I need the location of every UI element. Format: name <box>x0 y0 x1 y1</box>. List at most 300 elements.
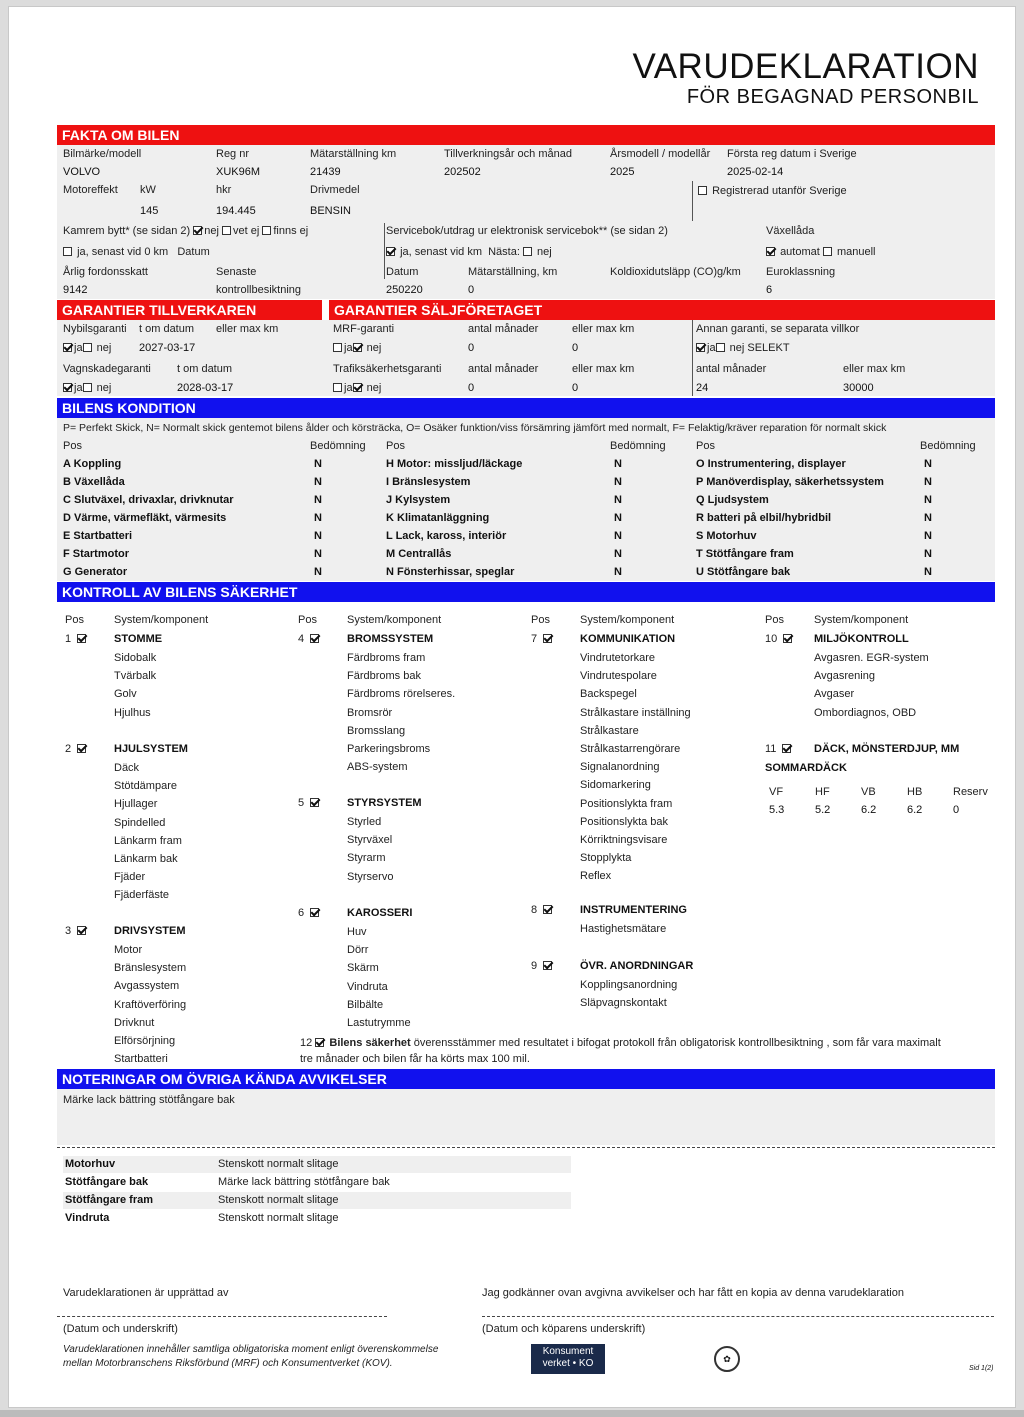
label-bilmarke: Bilmärke/modell <box>63 148 142 160</box>
dack-value: 5.2 <box>815 804 831 816</box>
kamrem-row <box>63 225 308 237</box>
checkbox-checked-icon[interactable] <box>766 247 775 256</box>
label-ja-senast-km: ja, senast vid km <box>400 246 482 258</box>
dack-col-header: VF <box>769 786 784 798</box>
kondition-item: E Startbatteri <box>63 530 133 542</box>
checkbox-checked-icon[interactable] <box>353 343 362 352</box>
safety-group-title: INSTRUMENTERING <box>580 904 687 916</box>
safety-component: Positionslykta fram <box>580 797 673 810</box>
safety-component: Golv <box>114 688 137 701</box>
safety-component: Bromsslang <box>347 724 406 737</box>
kondition-item: A Koppling <box>63 458 122 470</box>
kondition-item: N Fönsterhissar, speglar <box>386 566 515 578</box>
label-matar2: Mätarställning, km <box>468 266 558 278</box>
kondition-grade: N <box>924 566 932 578</box>
label-antal: antal månader <box>468 323 539 335</box>
checkbox-checked-icon[interactable] <box>193 226 202 235</box>
logo-line1: Konsument <box>542 1346 594 1357</box>
safety-component: Drivknut <box>114 1016 155 1029</box>
label-vetej: vet ej <box>232 225 260 237</box>
label-vaxellada: Växellåda <box>766 225 815 237</box>
footer-upprattad: Varudeklarationen är upprättad av <box>63 1287 229 1299</box>
safety-component: Vindrutespolare <box>580 670 657 683</box>
kondition-grade: N <box>314 530 322 542</box>
divider <box>692 320 693 396</box>
dashed-line <box>57 1147 995 1148</box>
value-annan-man: 24 <box>696 382 709 394</box>
label-tillv: Tillverkningsår och månad <box>444 148 572 160</box>
label-selekt: nej SELEKT <box>729 342 790 354</box>
group-number: 8 <box>531 904 538 916</box>
checkbox-checked-icon[interactable] <box>782 744 791 753</box>
label-finnsej: finns ej <box>273 225 309 237</box>
section-sakerhet-heading: KONTROLL AV BILENS SÄKERHET <box>57 582 995 602</box>
label-kontroll: kontrollbesiktning <box>216 284 301 296</box>
value-mrf-km: 0 <box>572 342 579 354</box>
label-ja: ja <box>344 382 353 394</box>
safety-component: Positionslykta bak <box>580 815 669 828</box>
label-koldioxid: Koldioxidutsläpp (CO)g/km <box>610 266 741 278</box>
safety-group-header <box>65 743 88 755</box>
label-motoreffekt: Motoreffekt <box>63 184 118 196</box>
kondition-item: C Slutväxel, drivaxlar, drivknutar <box>63 494 234 506</box>
safety-group-title: KAROSSERI <box>347 907 413 919</box>
mrf-seal-icon: ✿ <box>714 1346 740 1372</box>
label-mrf: MRF-garanti <box>333 323 395 335</box>
label-maxkm2: eller max km <box>572 323 635 335</box>
kondition-grade: N <box>614 548 622 560</box>
page-number: Sid 1(2) <box>969 1365 994 1372</box>
kondition-item: L Lack, kaross, interiör <box>386 530 507 542</box>
checkbox-checked-icon[interactable] <box>63 383 72 392</box>
signature-line-buyer[interactable] <box>482 1316 994 1317</box>
kondition-item: P Manöverdisplay, säkerhetssystem <box>696 476 884 488</box>
label-pos: Pos <box>765 614 784 626</box>
label-ja: ja <box>707 342 716 354</box>
label-nej: nej <box>96 342 112 354</box>
group-number: 5 <box>298 797 305 809</box>
kondition-item: G Generator <box>63 566 128 578</box>
label-pos: Pos <box>696 440 715 452</box>
dack-col-header: HB <box>907 786 923 798</box>
label-fordonsskatt: Årlig fordonsskatt <box>63 266 148 278</box>
kondition-grade: N <box>924 494 932 506</box>
safety-component: Fjäderfäste <box>114 889 170 902</box>
label-regnr: Reg nr <box>216 148 250 160</box>
dack-col-header: VB <box>861 786 876 798</box>
safety-group-header <box>298 907 321 919</box>
kondition-grade: N <box>924 512 932 524</box>
checkbox-checked-icon[interactable] <box>310 634 319 643</box>
label-ja: ja <box>74 342 83 354</box>
value-tillv: 202502 <box>444 166 481 178</box>
safety-component: Avgasren. EGR-system <box>814 652 929 664</box>
checkbox-checked-icon[interactable] <box>696 343 705 352</box>
footer-note1: Varudeklarationen innehåller samtliga obligatoriska moment enligt överenskommelse <box>63 1344 439 1355</box>
group-number: 2 <box>65 743 72 755</box>
label-system: System/komponent <box>580 614 675 626</box>
safety-component: Styrarm <box>347 852 386 865</box>
label-antal2: antal månader <box>468 363 539 375</box>
kondition-grade: N <box>614 458 622 470</box>
kondition-grade: N <box>924 548 932 560</box>
section-garantier-tillv-heading: GARANTIER TILLVERKAREN <box>57 300 322 320</box>
note-key: Stötfångare bak <box>65 1176 149 1188</box>
safety-group-header <box>531 904 554 916</box>
checkbox-icon[interactable] <box>333 383 342 392</box>
kondition-grade: N <box>314 476 322 488</box>
safety-component: Reflex <box>580 870 612 883</box>
safety-component: Bromsrör <box>347 706 393 719</box>
value-annan-km: 30000 <box>843 382 874 394</box>
kondition-legend: P= Perfekt Skick, N= Normalt skick gentemot bilens ålder och körsträcka, O= Osäker funktion/viss försämring jämfört med normalt, F= Felaktig/kräver reparation för normalt skick <box>63 422 887 434</box>
footer-godkanner: Jag godkänner ovan avgivna avvikelser och har fått en kopia av denna varudeklaration <box>482 1287 904 1299</box>
label-annan-max: eller max km <box>843 363 906 375</box>
kondition-grade: N <box>614 512 622 524</box>
value-matar: 21439 <box>310 166 341 178</box>
safety-group-header <box>531 633 554 645</box>
safety-component: Färdbroms fram <box>347 652 426 664</box>
label-nej: nej <box>204 225 219 237</box>
kondition-item: K Klimatanläggning <box>386 512 490 524</box>
document-page <box>8 6 1016 1408</box>
safety-group-header <box>765 743 793 755</box>
safety-component: Dörr <box>347 944 369 957</box>
trafik-checks <box>333 382 381 394</box>
section-fakta-heading: FAKTA OM BILEN <box>57 125 995 145</box>
safety-component: Hastighetsmätare <box>580 923 667 935</box>
kondition-item: F Startmotor <box>63 548 129 560</box>
safety-component: Avgassystem <box>114 980 180 993</box>
group-number: 7 <box>531 633 538 645</box>
label-arsmodell: Årsmodell / modellår <box>610 148 711 160</box>
safety-group-title: STYRSYSTEM <box>347 797 422 809</box>
dack-value: 5.3 <box>769 804 785 816</box>
dack-value: 0 <box>953 804 960 816</box>
label-tom: t om datum <box>139 323 195 335</box>
safety-component: Styrservo <box>347 870 394 883</box>
label-service: Servicebok/utdrag ur elektronisk servicebok** (se sidan 2) <box>386 225 668 237</box>
kondition-grade: N <box>924 530 932 542</box>
label-nej: nej <box>366 342 382 354</box>
section-garantier-salj-heading: GARANTIER SÄLJFÖRETAGET <box>329 300 995 320</box>
safety-component: Spindelled <box>114 816 166 829</box>
label-pos: Pos <box>531 614 550 626</box>
label-system: System/komponent <box>814 614 909 626</box>
label-manuell: manuell <box>836 246 876 258</box>
safety-component: Bränslesystem <box>114 962 187 975</box>
checkbox-icon[interactable] <box>63 247 72 256</box>
kondition-item: I Bränslesystem <box>386 476 471 488</box>
safety-component: Styrled <box>347 816 382 828</box>
safety-group-header <box>765 633 794 645</box>
item-12-num: 12 <box>300 1037 313 1049</box>
safety-component: Avgasrening <box>814 670 875 683</box>
checkbox-checked-icon[interactable] <box>783 634 792 643</box>
safety-group-title: BROMSSYSTEM <box>347 633 434 645</box>
label-drivmedel: Drivmedel <box>310 184 360 196</box>
kondition-grade: N <box>314 458 322 470</box>
label-pos: Pos <box>298 614 317 626</box>
value-kw: 145 <box>140 205 159 217</box>
note-key: Vindruta <box>65 1212 110 1224</box>
dack-value: 6.2 <box>861 804 877 816</box>
label-annan-antal: antal månader <box>696 363 767 375</box>
safety-group-title: HJULSYSTEM <box>114 743 188 755</box>
label-nasta: Nästa: <box>488 246 520 258</box>
safety-component: Signalanordning <box>580 761 660 774</box>
safety-component: Sidobalk <box>114 652 157 664</box>
note-key: Motorhuv <box>65 1158 116 1170</box>
item-12-bold: Bilens säkerhet <box>329 1037 411 1049</box>
value-arsmodell: 2025 <box>610 166 635 178</box>
kondition-item: O Instrumentering, displayer <box>696 458 846 470</box>
label-utanfor: Registrerad utanför Sverige <box>712 185 847 197</box>
label-bedomning: Bedömning <box>610 440 666 452</box>
checkbox-checked-icon[interactable] <box>63 343 72 352</box>
kondition-grade: N <box>314 566 322 578</box>
safety-component: Färdbroms bak <box>347 670 421 683</box>
noteringar-text: Märke lack bättring stötfångare bak <box>63 1094 235 1106</box>
safety-component: Fjäder <box>114 871 146 884</box>
label-automat: automat <box>780 246 820 258</box>
checkbox-icon[interactable] <box>823 247 832 256</box>
safety-component: Tvärbalk <box>114 670 157 683</box>
group-number: 10 <box>765 633 778 645</box>
safety-component: Färdbroms rörelseres. <box>347 688 456 701</box>
checkbox-icon <box>698 186 707 195</box>
kondition-grade: N <box>924 476 932 488</box>
checkbox-icon[interactable] <box>333 343 342 352</box>
dack-value: 6.2 <box>907 804 923 816</box>
dack-col-header: Reserv <box>953 786 988 798</box>
checkbox-icon[interactable] <box>83 383 92 392</box>
kondition-item: J Kylsystem <box>386 494 451 506</box>
safety-component: Hjullager <box>114 798 158 811</box>
value-vagn-datum: 2028-03-17 <box>177 382 234 394</box>
value-drivmedel: BENSIN <box>310 205 351 217</box>
safety-component: Avgaser <box>814 688 855 701</box>
annan-checks <box>696 342 790 354</box>
safety-component: Stötdämpare <box>114 780 177 793</box>
checkbox-icon[interactable] <box>262 226 271 235</box>
label-system: System/komponent <box>347 614 442 626</box>
kondition-item: S Motorhuv <box>696 530 757 542</box>
checkbox-checked-icon[interactable] <box>543 961 552 970</box>
label-nej: nej <box>96 382 112 394</box>
safety-component: Vindrutetorkare <box>580 652 656 664</box>
kamrem-ja-row <box>63 246 210 258</box>
value-trafik-man: 0 <box>468 382 475 394</box>
kondition-grade: N <box>614 530 622 542</box>
sommardack-label: SOMMARDÄCK <box>765 762 847 774</box>
label-nej: nej <box>537 246 552 258</box>
label-maxkm: eller max km <box>216 323 279 335</box>
label-hkr: hkr <box>216 184 232 196</box>
kondition-item: H Motor: missljud/läckage <box>386 458 523 470</box>
label-pos: Pos <box>63 440 82 452</box>
kondition-grade: N <box>614 566 622 578</box>
safety-group-header <box>298 797 321 809</box>
checkbox-checked-icon[interactable] <box>353 383 362 392</box>
safety-component: Sidomarkering <box>580 779 651 792</box>
safety-component: Däck <box>114 762 140 774</box>
label-bedomning: Bedömning <box>310 440 366 452</box>
kondition-item: U Stötfångare bak <box>696 566 791 578</box>
checkbox-checked-icon[interactable] <box>310 798 319 807</box>
checkbox-checked-icon[interactable] <box>77 926 86 935</box>
footer-note2: mellan Motorbranschens Riksförbund (MRF) och Konsumentverket (KOV). <box>63 1358 393 1369</box>
vaxellada-row <box>766 246 875 258</box>
note-key: Stötfångare fram <box>65 1194 154 1206</box>
safety-component: Skärm <box>347 962 379 975</box>
footer-datum-kop: (Datum och köparens underskrift) <box>482 1323 646 1335</box>
kondition-grade: N <box>314 494 322 506</box>
group-number: 9 <box>531 960 538 972</box>
checkbox-checked-icon[interactable] <box>77 634 86 643</box>
group-number: 3 <box>65 925 72 937</box>
checkbox-checked-icon[interactable] <box>386 247 395 256</box>
safety-component: Elförsörjning <box>114 1035 176 1047</box>
kondition-item: D Värme, värmefläkt, värmesits <box>63 512 227 524</box>
label-trafik: Trafiksäkerhetsgaranti <box>333 363 442 375</box>
checkbox-checked-icon[interactable] <box>543 905 552 914</box>
kondition-item: M Centrallås <box>386 548 452 560</box>
label-kamrem: Kamrem bytt* (se sidan 2) <box>63 225 191 237</box>
checkbox-icon[interactable] <box>523 247 532 256</box>
value-forstareg: 2025-02-14 <box>727 166 784 178</box>
dack-col-header: HF <box>815 786 830 798</box>
group-number: 11 <box>765 743 777 755</box>
checkbox-icon[interactable] <box>222 226 231 235</box>
item-12-text: överensstämmer med resultatet i bifogat protokoll från obligatorisk kontrollbesiktning , som får vara maximalt <box>413 1037 941 1049</box>
label-pos: Pos <box>386 440 405 452</box>
safety-component: Ombordiagnos, OBD <box>814 706 917 719</box>
safety-group-header <box>298 633 321 645</box>
safety-component: Strålkastare <box>580 724 639 737</box>
safety-component: ABS-system <box>347 761 408 774</box>
window-bottom-edge <box>0 1410 1024 1417</box>
konsumentverket-logo <box>531 1344 605 1374</box>
safety-component: Kopplingsanordning <box>580 979 678 991</box>
safety-component: Lastutrymme <box>347 1017 411 1029</box>
safety-group-title: DÄCK, MÖNSTERDJUP, MM <box>814 743 960 755</box>
label-vagn: Vagnskadegaranti <box>63 363 151 375</box>
kondition-item: Q Ljudsystem <box>696 494 769 506</box>
label-tom2: t om datum <box>177 363 233 375</box>
signature-line-seller[interactable] <box>57 1316 387 1317</box>
label-ja: ja <box>74 382 83 394</box>
safety-component: Hjulhus <box>114 706 151 719</box>
kondition-grade: N <box>614 476 622 488</box>
label-bedomning: Bedömning <box>920 440 976 452</box>
label-nybil: Nybilsgaranti <box>63 323 127 335</box>
note-value: Stenskott normalt slitage <box>218 1158 339 1170</box>
value-nybil-datum: 2027-03-17 <box>139 342 196 354</box>
kondition-item: B Växellåda <box>63 476 125 488</box>
section-noteringar-heading: NOTERINGAR OM ÖVRIGA KÄNDA AVVIKELSER <box>57 1069 995 1089</box>
checkbox-checked-icon[interactable] <box>77 744 86 753</box>
mrf-checks <box>333 342 381 354</box>
service-ja-row <box>386 246 552 258</box>
checkbox-checked-icon[interactable] <box>315 1038 324 1047</box>
safety-group-title: DRIVSYSTEM <box>114 925 186 937</box>
label-datum: Datum <box>177 246 210 258</box>
safety-group-header <box>65 633 88 645</box>
label-maxkm3: eller max km <box>572 363 635 375</box>
label-datum2: Datum <box>386 266 419 278</box>
label-nej: nej <box>366 382 382 394</box>
safety-group-header <box>65 925 88 937</box>
kondition-grade: N <box>924 458 932 470</box>
note-value: Stenskott normalt slitage <box>218 1212 339 1224</box>
safety-group-title: ÖVR. ANORDNINGAR <box>580 960 694 972</box>
value-hkr: 194.445 <box>216 205 256 217</box>
kondition-item: R batteri på elbil/hybridbil <box>696 512 832 524</box>
safety-component: Bilbälte <box>347 998 384 1011</box>
group-number: 6 <box>298 907 305 919</box>
group-number: 4 <box>298 633 305 645</box>
safety-group-title: KOMMUNIKATION <box>580 633 676 645</box>
safety-component: Startbatteri <box>114 1053 168 1066</box>
footer-datum-under: (Datum och underskrift) <box>63 1323 178 1335</box>
item-12-line2: tre månader och bilen får ha körts max 100 mil. <box>300 1053 530 1065</box>
safety-component: Kraftöverföring <box>114 998 187 1011</box>
safety-component: Vindruta <box>347 980 388 993</box>
page-title: VARUDEKLARATION <box>632 47 979 86</box>
divider <box>692 181 693 221</box>
value-regnr: XUK96M <box>216 166 261 178</box>
kondition-item: T Stötfångare fram <box>696 548 794 560</box>
checkbox-checked-icon[interactable] <box>543 634 552 643</box>
checkbox-checked-icon[interactable] <box>310 908 319 917</box>
label-annan: Annan garanti, se separata villkor <box>696 323 860 335</box>
checkbox-icon[interactable] <box>83 343 92 352</box>
logo-line2: verket • KO <box>542 1358 594 1369</box>
safety-component: Huv <box>347 926 367 938</box>
label-system: System/komponent <box>114 614 209 626</box>
safety-component: Släpvagnskontakt <box>580 997 667 1010</box>
safety-component: Körriktningsvisare <box>580 834 668 846</box>
safety-component: Länkarm fram <box>114 834 182 847</box>
note-value: Stenskott normalt slitage <box>218 1194 339 1206</box>
kondition-grade: N <box>614 494 622 506</box>
nybil-checks <box>63 342 111 354</box>
safety-group-title: MILJÖKONTROLL <box>814 633 909 645</box>
page-subtitle: FÖR BEGAGNAD PERSONBIL <box>686 86 979 108</box>
label-forstareg: Första reg datum i Sverige <box>727 148 857 160</box>
note-value: Märke lack bättring stötfångare bak <box>218 1176 390 1188</box>
registrerad-utanfor-checkbox[interactable] <box>698 185 847 197</box>
kondition-grade: N <box>314 512 322 524</box>
section-kondition-heading: BILENS KONDITION <box>57 398 995 418</box>
vagn-checks <box>63 382 111 394</box>
label-pos: Pos <box>65 614 84 626</box>
safety-component: Motor <box>114 944 143 956</box>
value-mrf-man: 0 <box>468 342 475 354</box>
kondition-grade: N <box>314 548 322 560</box>
checkbox-icon[interactable] <box>716 343 725 352</box>
safety-component: Parkeringsbroms <box>347 743 431 755</box>
safety-component: Backspegel <box>580 688 637 701</box>
safety-component: Stopplykta <box>580 852 632 865</box>
value-bilmarke: VOLVO <box>63 166 101 178</box>
label-ja: ja <box>344 342 353 354</box>
value-service-datum: 250220 <box>386 284 423 296</box>
label-ja-senast: ja, senast vid 0 km <box>77 246 169 258</box>
group-number: 1 <box>65 633 72 645</box>
item-12-line1 <box>300 1037 941 1049</box>
